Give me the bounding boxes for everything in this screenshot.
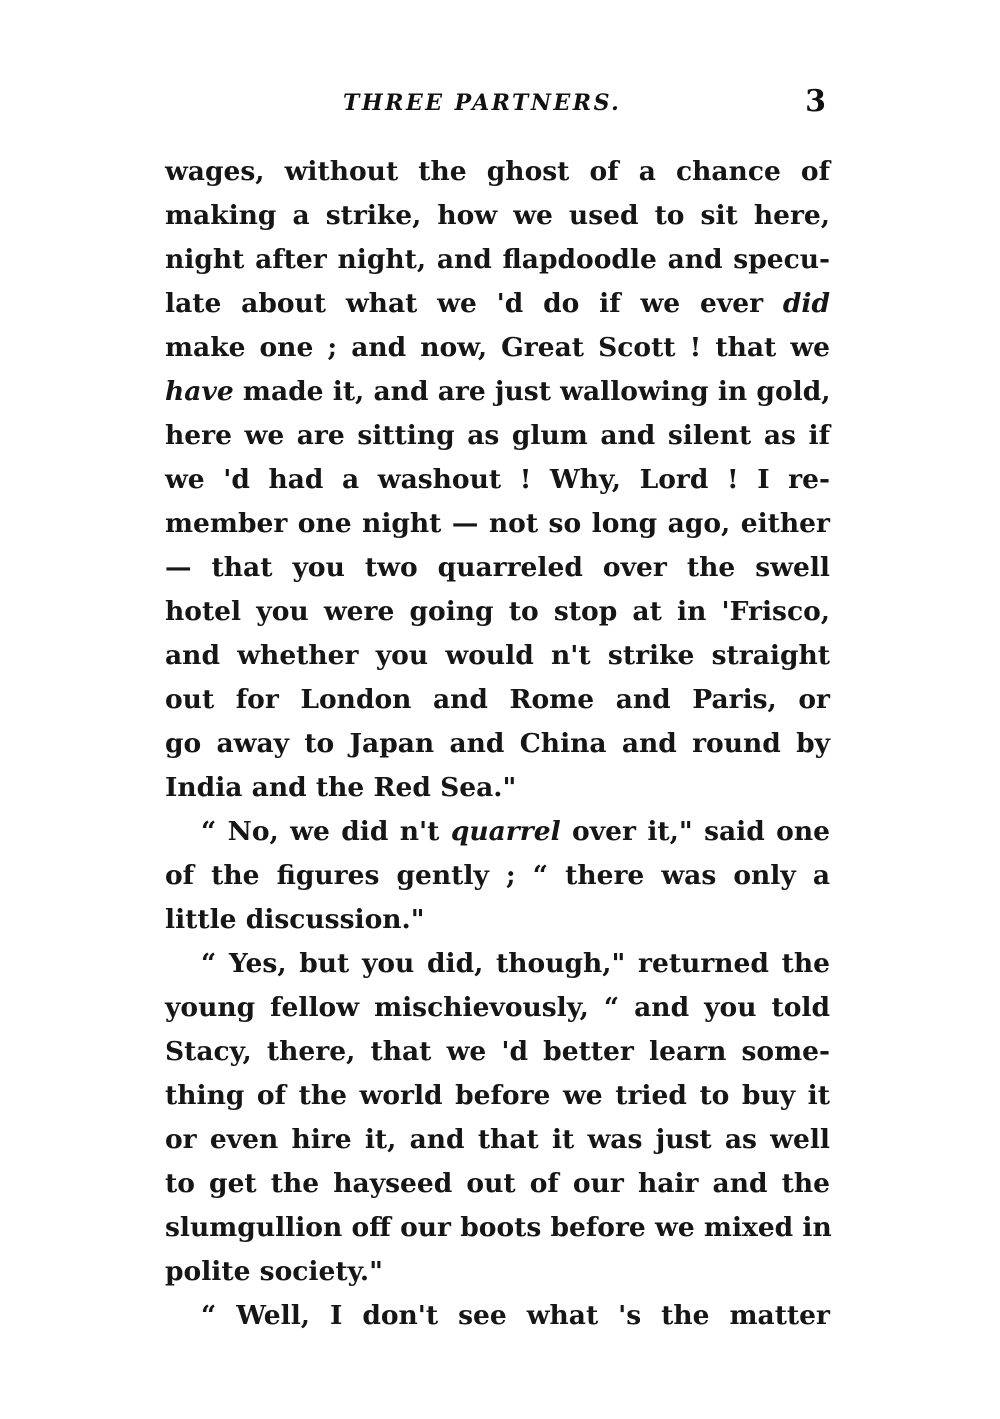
text-line: and whether you would n't strike straight <box>165 640 830 671</box>
text-line: member one night — not so long ago, either <box>165 508 830 539</box>
text-line: little discussion." <box>165 904 425 935</box>
text-line: slumgullion off our boots before we mixed in <box>165 1212 832 1243</box>
text-line: — that you two quarreled over the swell <box>165 552 830 583</box>
text-line: of the figures gently ; “ there was only a <box>165 860 830 891</box>
emphasis-text: did <box>782 288 830 319</box>
body-text <box>165 150 830 1338</box>
text-line <box>165 810 830 854</box>
text-line: out for London and Rome and Paris, or <box>165 684 830 715</box>
emphasis-text: quarrel <box>450 816 561 847</box>
text-line: night after night, and flapdoodle and specu- <box>165 244 830 275</box>
text-line <box>165 282 830 326</box>
text-line: Stacy, there, that we 'd better learn some- <box>165 1036 830 1067</box>
text-line: to get the hayseed out of our hair and the <box>165 1168 830 1199</box>
text-line: India and the Red Sea." <box>165 772 517 803</box>
text-span: made it, and are just wallowing in gold, <box>233 376 831 407</box>
text-line: hotel you were going to stop at in 'Frisco, <box>165 596 830 627</box>
text-line: thing of the world before we tried to buy it <box>165 1080 830 1111</box>
text-line: here we are sitting as glum and silent as if <box>165 420 830 451</box>
text-line: making a strike, how we used to sit here, <box>165 200 830 231</box>
text-line: make one ; and now, Great Scott ! that we <box>165 332 830 363</box>
text-line: “ Yes, but you did, though," returned the <box>201 948 830 979</box>
running-title: THREE PARTNERS. <box>343 90 622 116</box>
page-header <box>165 84 830 128</box>
page-number: 3 <box>805 84 826 119</box>
emphasis-text: have <box>165 376 234 407</box>
text-line: go away to Japan and China and round by <box>165 728 830 759</box>
text-span: late about what we 'd do if we ever <box>165 288 783 319</box>
text-line: we 'd had a washout ! Why, Lord ! I re- <box>165 464 830 495</box>
text-line: wages, without the ghost of a chance of <box>165 156 830 187</box>
text-span: “ No, we did n't <box>201 816 451 847</box>
text-line: polite society." <box>165 1256 383 1287</box>
text-span: over it," said one <box>560 816 830 847</box>
text-line: “ Well, I don't see what 's the matter <box>201 1300 830 1331</box>
text-line <box>165 370 830 414</box>
text-line: or even hire it, and that it was just as well <box>165 1124 830 1155</box>
text-line: young fellow mischievously, “ and you told <box>165 992 830 1023</box>
